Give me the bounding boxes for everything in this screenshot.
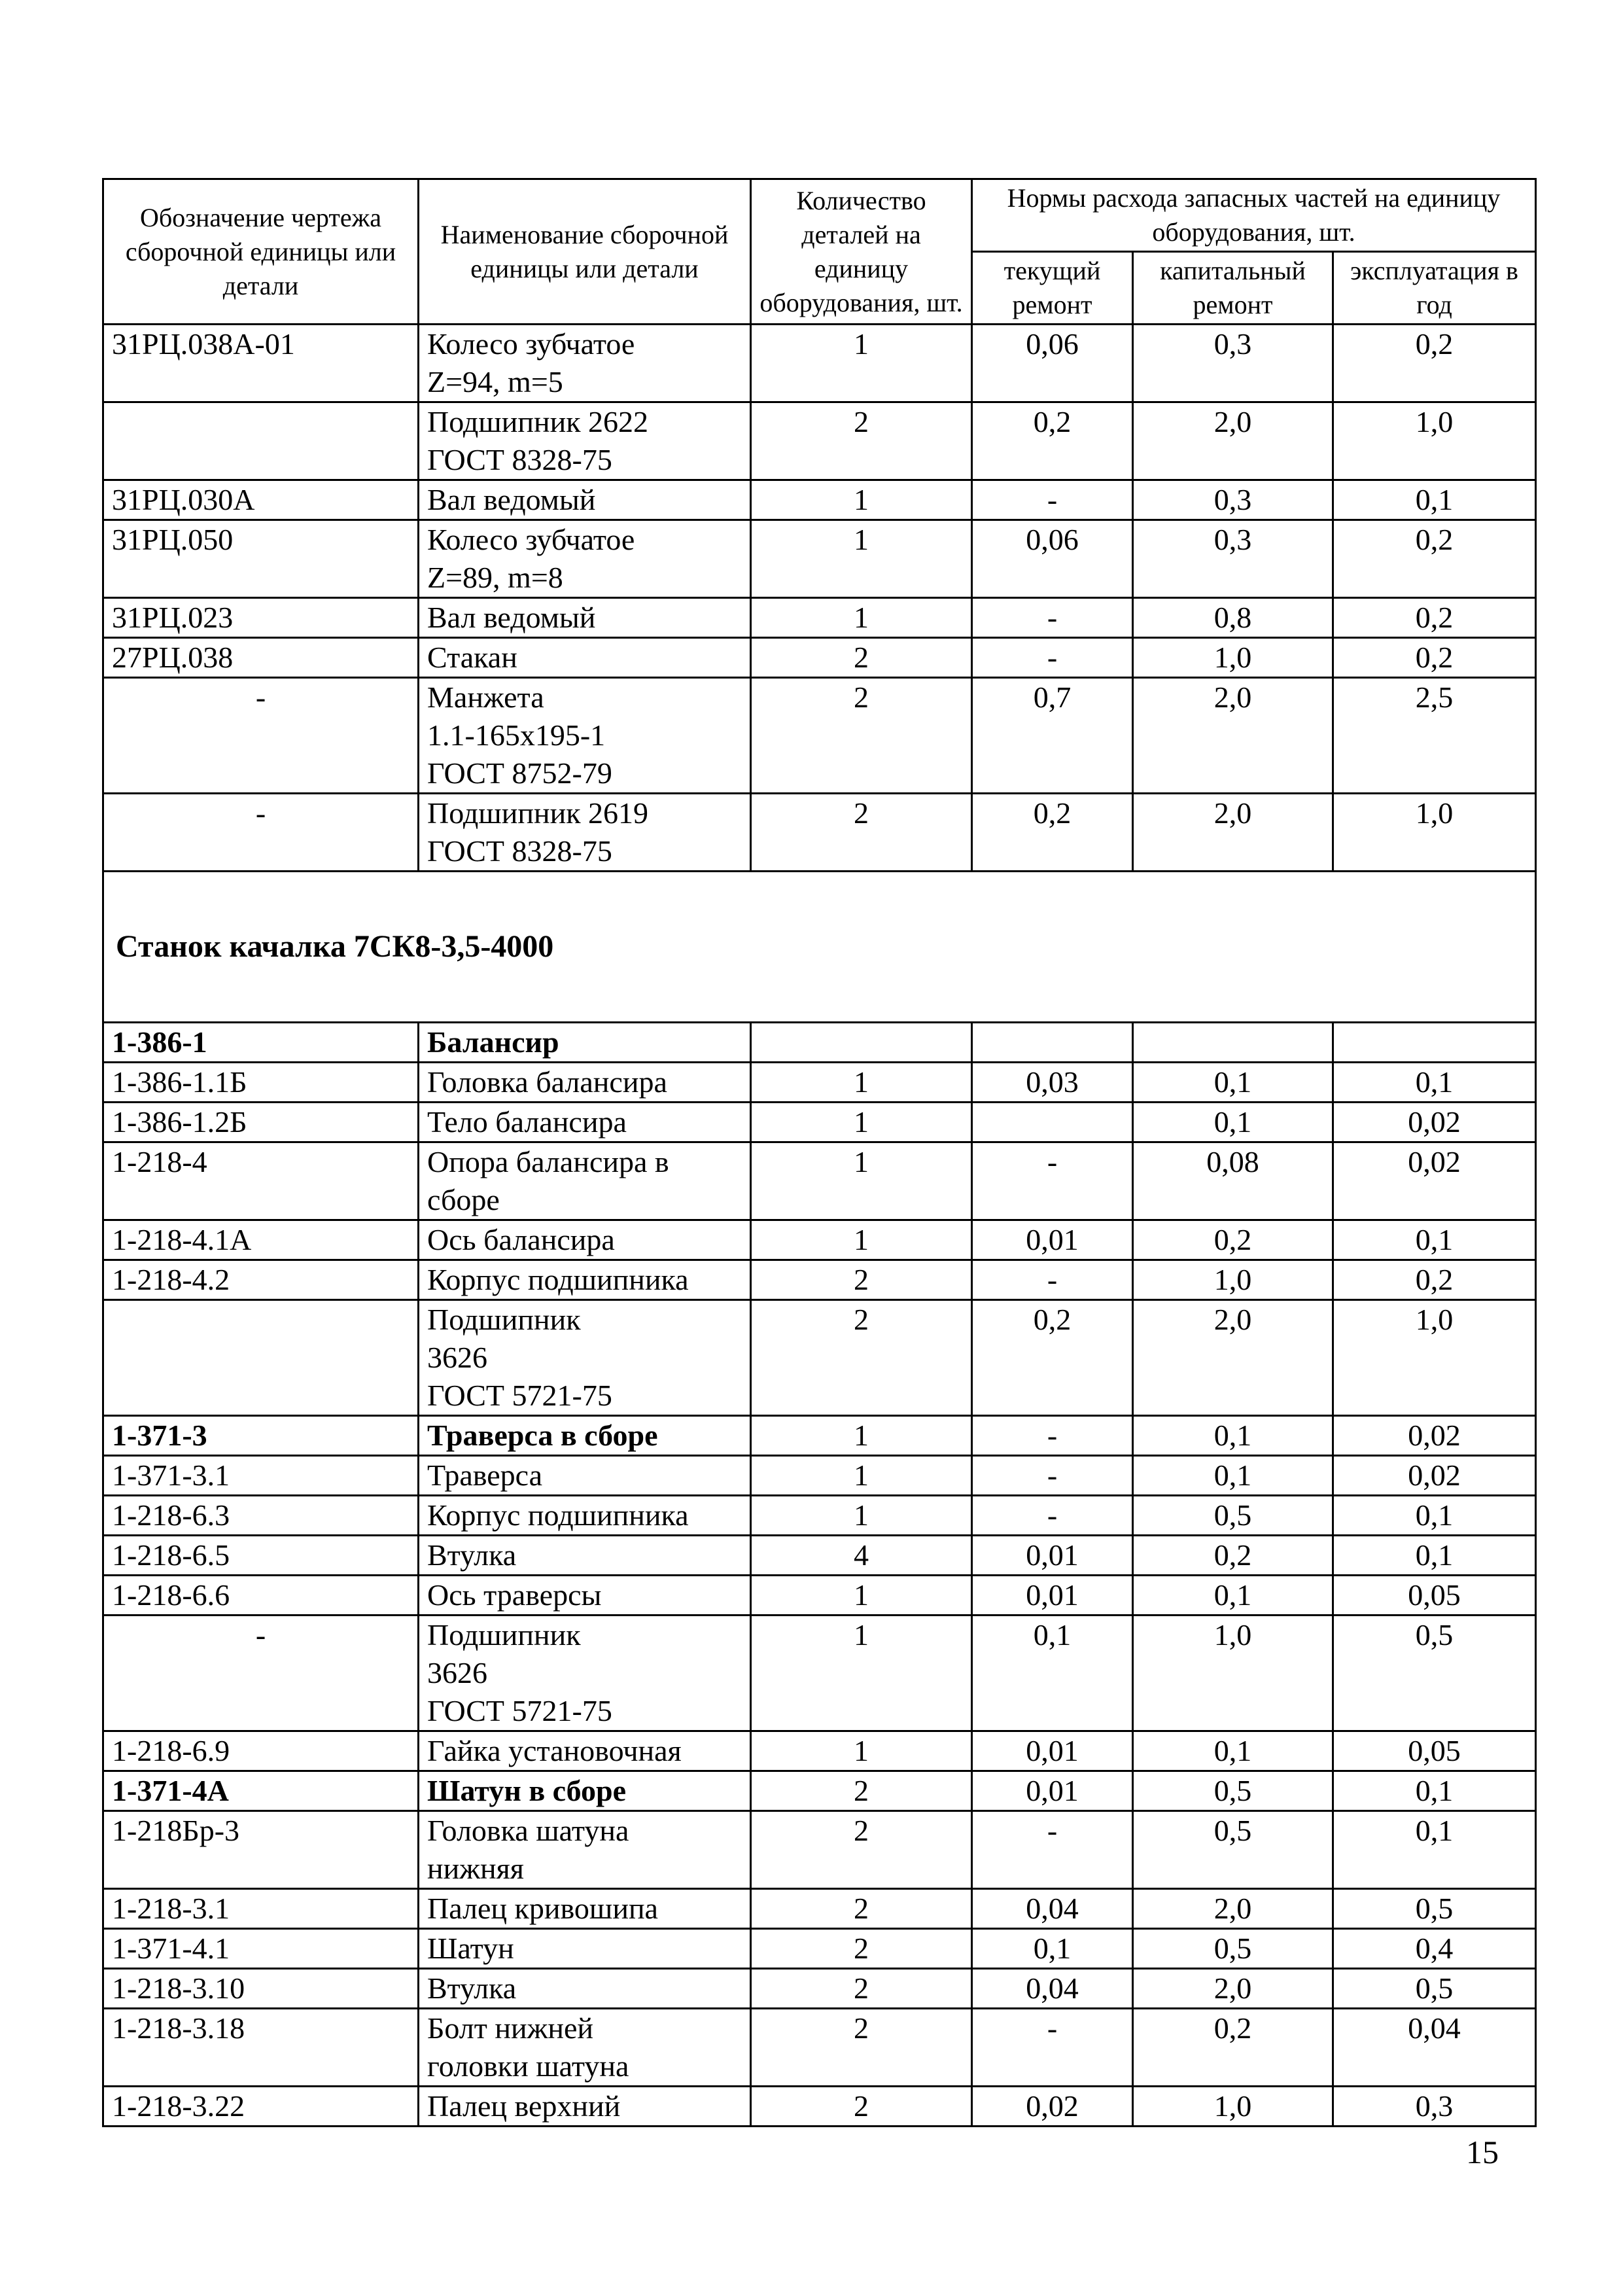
cell-drawing-code: 1-218-6.6 <box>103 1576 419 1616</box>
header-norms-group: Нормы расхода запасных частей на единицу оборудования, шт. <box>972 179 1536 252</box>
cell-quantity: 1 <box>751 598 972 638</box>
cell-name: Подшипник 3626 ГОСТ 5721-75 <box>419 1300 751 1416</box>
cell-name: Подшипник 2622 ГОСТ 8328-75 <box>419 402 751 480</box>
cell-capital-repair: 0,1 <box>1133 1416 1333 1456</box>
cell-capital-repair: 2,0 <box>1133 402 1333 480</box>
cell-current-repair: - <box>972 480 1133 520</box>
cell-current-repair: 0,04 <box>972 1969 1133 2009</box>
cell-drawing-code: 1-218-4.1А <box>103 1220 419 1260</box>
table-row <box>103 402 1536 480</box>
cell-current-repair <box>972 1103 1133 1142</box>
cell-quantity: 1 <box>751 1496 972 1536</box>
cell-current-repair: 0,2 <box>972 1300 1133 1416</box>
cell-drawing-code: 31РЦ.030А <box>103 480 419 520</box>
section-title: Станок качалка 7СК8-3,5-4000 <box>103 872 1536 1023</box>
cell-current-repair: 0,01 <box>972 1731 1133 1771</box>
cell-current-repair: 0,1 <box>972 1929 1133 1969</box>
cell-annual-operation: 0,1 <box>1333 1496 1536 1536</box>
cell-name: Колесо зубчатое Z=89, m=8 <box>419 520 751 598</box>
cell-annual-operation: 0,1 <box>1333 1771 1536 1811</box>
cell-name: Стакан <box>419 638 751 678</box>
cell-drawing-code <box>103 402 419 480</box>
cell-capital-repair: 1,0 <box>1133 1260 1333 1300</box>
cell-drawing-code: 1-371-3.1 <box>103 1456 419 1496</box>
cell-current-repair: - <box>972 598 1133 638</box>
table-row <box>103 1260 1536 1300</box>
header-capital-repair: капитальный ремонт <box>1133 252 1333 325</box>
cell-name: Траверса в сборе <box>419 1416 751 1456</box>
cell-quantity: 1 <box>751 1220 972 1260</box>
cell-drawing-code: 1-371-4А <box>103 1771 419 1811</box>
cell-drawing-code: - <box>103 1616 419 1731</box>
cell-drawing-code: 31РЦ.023 <box>103 598 419 638</box>
cell-name: Головка шатуна нижняя <box>419 1811 751 1889</box>
cell-drawing-code: 1-218-6.5 <box>103 1536 419 1576</box>
cell-current-repair: 0,01 <box>972 1536 1133 1576</box>
cell-annual-operation: 0,02 <box>1333 1416 1536 1456</box>
cell-drawing-code: 1-218-4.2 <box>103 1260 419 1300</box>
cell-quantity: 2 <box>751 638 972 678</box>
cell-current-repair: 0,2 <box>972 402 1133 480</box>
cell-annual-operation: 0,1 <box>1333 480 1536 520</box>
cell-annual-operation: 0,2 <box>1333 520 1536 598</box>
header-name: Наименование сборочной единицы или детали <box>419 179 751 325</box>
cell-capital-repair: 0,5 <box>1133 1771 1333 1811</box>
cell-name: Подшипник 2619 ГОСТ 8328-75 <box>419 794 751 872</box>
cell-current-repair: 0,02 <box>972 2087 1133 2127</box>
cell-capital-repair: 0,1 <box>1133 1576 1333 1616</box>
cell-current-repair: 0,06 <box>972 325 1133 402</box>
cell-name: Тело балансира <box>419 1103 751 1142</box>
cell-current-repair: 0,03 <box>972 1063 1133 1103</box>
cell-current-repair: 0,01 <box>972 1220 1133 1260</box>
cell-drawing-code <box>103 1300 419 1416</box>
cell-quantity: 2 <box>751 1300 972 1416</box>
cell-annual-operation: 0,1 <box>1333 1063 1536 1103</box>
cell-name: Шатун в сборе <box>419 1771 751 1811</box>
cell-annual-operation: 0,2 <box>1333 638 1536 678</box>
cell-drawing-code: 1-218-6.3 <box>103 1496 419 1536</box>
table-row <box>103 1103 1536 1142</box>
cell-quantity: 2 <box>751 2087 972 2127</box>
cell-quantity: 2 <box>751 1969 972 2009</box>
cell-current-repair: - <box>972 2009 1133 2087</box>
table-row <box>103 1142 1536 1220</box>
table-row <box>103 794 1536 872</box>
cell-quantity: 2 <box>751 1889 972 1929</box>
cell-quantity <box>751 1023 972 1063</box>
cell-quantity: 2 <box>751 1929 972 1969</box>
cell-name: Колесо зубчатое Z=94, m=5 <box>419 325 751 402</box>
header-current-repair: текущий ремонт <box>972 252 1133 325</box>
table-row <box>103 1536 1536 1576</box>
cell-current-repair: - <box>972 1142 1133 1220</box>
cell-annual-operation: 0,5 <box>1333 1969 1536 2009</box>
cell-name: Вал ведомый <box>419 480 751 520</box>
cell-quantity: 1 <box>751 1456 972 1496</box>
cell-name: Втулка <box>419 1536 751 1576</box>
cell-drawing-code: - <box>103 678 419 794</box>
cell-capital-repair: 0,1 <box>1133 1456 1333 1496</box>
cell-capital-repair: 0,5 <box>1133 1811 1333 1889</box>
cell-quantity: 2 <box>751 1771 972 1811</box>
cell-drawing-code: 31РЦ.050 <box>103 520 419 598</box>
cell-capital-repair: 0,8 <box>1133 598 1333 638</box>
cell-capital-repair: 0,3 <box>1133 480 1333 520</box>
cell-name: Корпус подшипника <box>419 1496 751 1536</box>
cell-name: Корпус подшипника <box>419 1260 751 1300</box>
cell-current-repair: 0,01 <box>972 1576 1133 1616</box>
cell-drawing-code: 1-386-1.1Б <box>103 1063 419 1103</box>
cell-quantity: 1 <box>751 325 972 402</box>
cell-capital-repair: 0,1 <box>1133 1103 1333 1142</box>
cell-capital-repair: 1,0 <box>1133 638 1333 678</box>
cell-quantity: 1 <box>751 1142 972 1220</box>
cell-annual-operation: 2,5 <box>1333 678 1536 794</box>
cell-capital-repair: 2,0 <box>1133 1889 1333 1929</box>
cell-capital-repair: 0,3 <box>1133 325 1333 402</box>
cell-name: Втулка <box>419 1969 751 2009</box>
cell-quantity: 2 <box>751 402 972 480</box>
cell-annual-operation: 0,1 <box>1333 1811 1536 1889</box>
cell-name: Палец кривошипа <box>419 1889 751 1929</box>
header-drawing-code: Обозначение чертежа сборочной единицы или детали <box>103 179 419 325</box>
table-row <box>103 1969 1536 2009</box>
cell-quantity: 2 <box>751 2009 972 2087</box>
cell-current-repair <box>972 1023 1133 1063</box>
cell-capital-repair: 0,1 <box>1133 1731 1333 1771</box>
table-row <box>103 1889 1536 1929</box>
cell-name: Манжета 1.1-165х195-1 ГОСТ 8752-79 <box>419 678 751 794</box>
page-number: 15 <box>1466 2134 1499 2170</box>
cell-name: Траверса <box>419 1456 751 1496</box>
cell-capital-repair: 0,1 <box>1133 1063 1333 1103</box>
table-row <box>103 1063 1536 1103</box>
cell-annual-operation: 0,5 <box>1333 1616 1536 1731</box>
cell-name: Ось балансира <box>419 1220 751 1260</box>
table-row <box>103 2087 1536 2127</box>
cell-capital-repair: 2,0 <box>1133 1300 1333 1416</box>
cell-current-repair: - <box>972 1496 1133 1536</box>
cell-capital-repair: 0,08 <box>1133 1142 1333 1220</box>
cell-drawing-code: 1-371-3 <box>103 1416 419 1456</box>
cell-current-repair: - <box>972 1811 1133 1889</box>
cell-capital-repair: 0,3 <box>1133 520 1333 598</box>
cell-annual-operation: 0,02 <box>1333 1142 1536 1220</box>
cell-current-repair: - <box>972 1260 1133 1300</box>
table-header <box>103 179 1536 325</box>
table-row <box>103 325 1536 402</box>
table-row <box>103 1929 1536 1969</box>
cell-annual-operation: 0,02 <box>1333 1456 1536 1496</box>
cell-name: Ось траверсы <box>419 1576 751 1616</box>
cell-name: Балансир <box>419 1023 751 1063</box>
cell-name: Вал ведомый <box>419 598 751 638</box>
cell-annual-operation: 1,0 <box>1333 402 1536 480</box>
cell-capital-repair: 0,5 <box>1133 1496 1333 1536</box>
cell-name: Палец верхний <box>419 2087 751 2127</box>
cell-drawing-code: 1-371-4.1 <box>103 1929 419 1969</box>
table-row <box>103 1416 1536 1456</box>
cell-capital-repair: 0,5 <box>1133 1929 1333 1969</box>
cell-name: Шатун <box>419 1929 751 1969</box>
cell-annual-operation: 1,0 <box>1333 1300 1536 1416</box>
header-annual-operation: эксплуатация в год <box>1333 252 1536 325</box>
cell-capital-repair: 2,0 <box>1133 1969 1333 2009</box>
cell-quantity: 1 <box>751 1731 972 1771</box>
table-row <box>103 1300 1536 1416</box>
cell-current-repair: 0,01 <box>972 1771 1133 1811</box>
header-quantity: Количество деталей на единицу оборудования, шт. <box>751 179 972 325</box>
cell-name: Опора балансира в сборе <box>419 1142 751 1220</box>
cell-annual-operation: 0,2 <box>1333 1260 1536 1300</box>
cell-current-repair: 0,04 <box>972 1889 1133 1929</box>
table-body-top <box>103 325 1536 872</box>
table-row <box>103 1771 1536 1811</box>
cell-annual-operation: 0,05 <box>1333 1731 1536 1771</box>
cell-drawing-code: 1-218-4 <box>103 1142 419 1220</box>
cell-capital-repair: 1,0 <box>1133 2087 1333 2127</box>
cell-quantity: 2 <box>751 1260 972 1300</box>
cell-capital-repair: 0,2 <box>1133 2009 1333 2087</box>
cell-annual-operation: 0,2 <box>1333 598 1536 638</box>
cell-drawing-code: 1-218-6.9 <box>103 1731 419 1771</box>
table-row <box>103 678 1536 794</box>
cell-annual-operation: 0,02 <box>1333 1103 1536 1142</box>
cell-quantity: 2 <box>751 678 972 794</box>
cell-drawing-code: 1-218Бр-3 <box>103 1811 419 1889</box>
cell-annual-operation: 0,3 <box>1333 2087 1536 2127</box>
table-row <box>103 1456 1536 1496</box>
cell-quantity: 1 <box>751 1416 972 1456</box>
cell-quantity: 1 <box>751 1103 972 1142</box>
table-row <box>103 520 1536 598</box>
cell-current-repair: - <box>972 1416 1133 1456</box>
cell-drawing-code: 27РЦ.038 <box>103 638 419 678</box>
cell-quantity: 4 <box>751 1536 972 1576</box>
table-row <box>103 1220 1536 1260</box>
cell-drawing-code: 1-386-1 <box>103 1023 419 1063</box>
cell-capital-repair: 2,0 <box>1133 794 1333 872</box>
table-row <box>103 480 1536 520</box>
cell-annual-operation: 0,4 <box>1333 1929 1536 1969</box>
cell-current-repair: 0,7 <box>972 678 1133 794</box>
cell-drawing-code: 1-218-3.1 <box>103 1889 419 1929</box>
cell-capital-repair: 0,2 <box>1133 1220 1333 1260</box>
table-row <box>103 1811 1536 1889</box>
table-row <box>103 1496 1536 1536</box>
cell-current-repair: 0,2 <box>972 794 1133 872</box>
cell-drawing-code: 1-386-1.2Б <box>103 1103 419 1142</box>
cell-capital-repair: 2,0 <box>1133 678 1333 794</box>
table-row <box>103 2009 1536 2087</box>
cell-current-repair: - <box>972 1456 1133 1496</box>
spare-parts-table <box>102 178 1537 2127</box>
cell-drawing-code: 1-218-3.10 <box>103 1969 419 2009</box>
cell-annual-operation: 0,05 <box>1333 1576 1536 1616</box>
cell-quantity: 1 <box>751 1576 972 1616</box>
cell-name: Головка балансира <box>419 1063 751 1103</box>
cell-capital-repair: 0,2 <box>1133 1536 1333 1576</box>
cell-name: Гайка установочная <box>419 1731 751 1771</box>
table-row <box>103 1616 1536 1731</box>
cell-annual-operation: 0,5 <box>1333 1889 1536 1929</box>
cell-quantity: 1 <box>751 1616 972 1731</box>
cell-quantity: 2 <box>751 1811 972 1889</box>
cell-quantity: 1 <box>751 520 972 598</box>
cell-quantity: 2 <box>751 794 972 872</box>
table-row <box>103 1023 1536 1063</box>
cell-annual-operation: 1,0 <box>1333 794 1536 872</box>
cell-drawing-code: - <box>103 794 419 872</box>
cell-quantity: 1 <box>751 480 972 520</box>
cell-annual-operation: 0,04 <box>1333 2009 1536 2087</box>
section-block <box>103 872 1536 1023</box>
cell-current-repair: 0,1 <box>972 1616 1133 1731</box>
cell-name: Подшипник 3626 ГОСТ 5721-75 <box>419 1616 751 1731</box>
cell-drawing-code: 1-218-3.18 <box>103 2009 419 2087</box>
cell-current-repair: 0,06 <box>972 520 1133 598</box>
cell-quantity: 1 <box>751 1063 972 1103</box>
table-body-bottom <box>103 1023 1536 2127</box>
table-row <box>103 638 1536 678</box>
table-row <box>103 1731 1536 1771</box>
cell-capital-repair <box>1133 1023 1333 1063</box>
cell-drawing-code: 1-218-3.22 <box>103 2087 419 2127</box>
cell-annual-operation: 0,1 <box>1333 1220 1536 1260</box>
cell-annual-operation: 0,2 <box>1333 325 1536 402</box>
table-row <box>103 1576 1536 1616</box>
cell-current-repair: - <box>972 638 1133 678</box>
cell-annual-operation: 0,1 <box>1333 1536 1536 1576</box>
cell-drawing-code: 31РЦ.038А-01 <box>103 325 419 402</box>
cell-annual-operation <box>1333 1023 1536 1063</box>
table-row <box>103 598 1536 638</box>
cell-capital-repair: 1,0 <box>1133 1616 1333 1731</box>
cell-name: Болт нижней головки шатуна <box>419 2009 751 2087</box>
